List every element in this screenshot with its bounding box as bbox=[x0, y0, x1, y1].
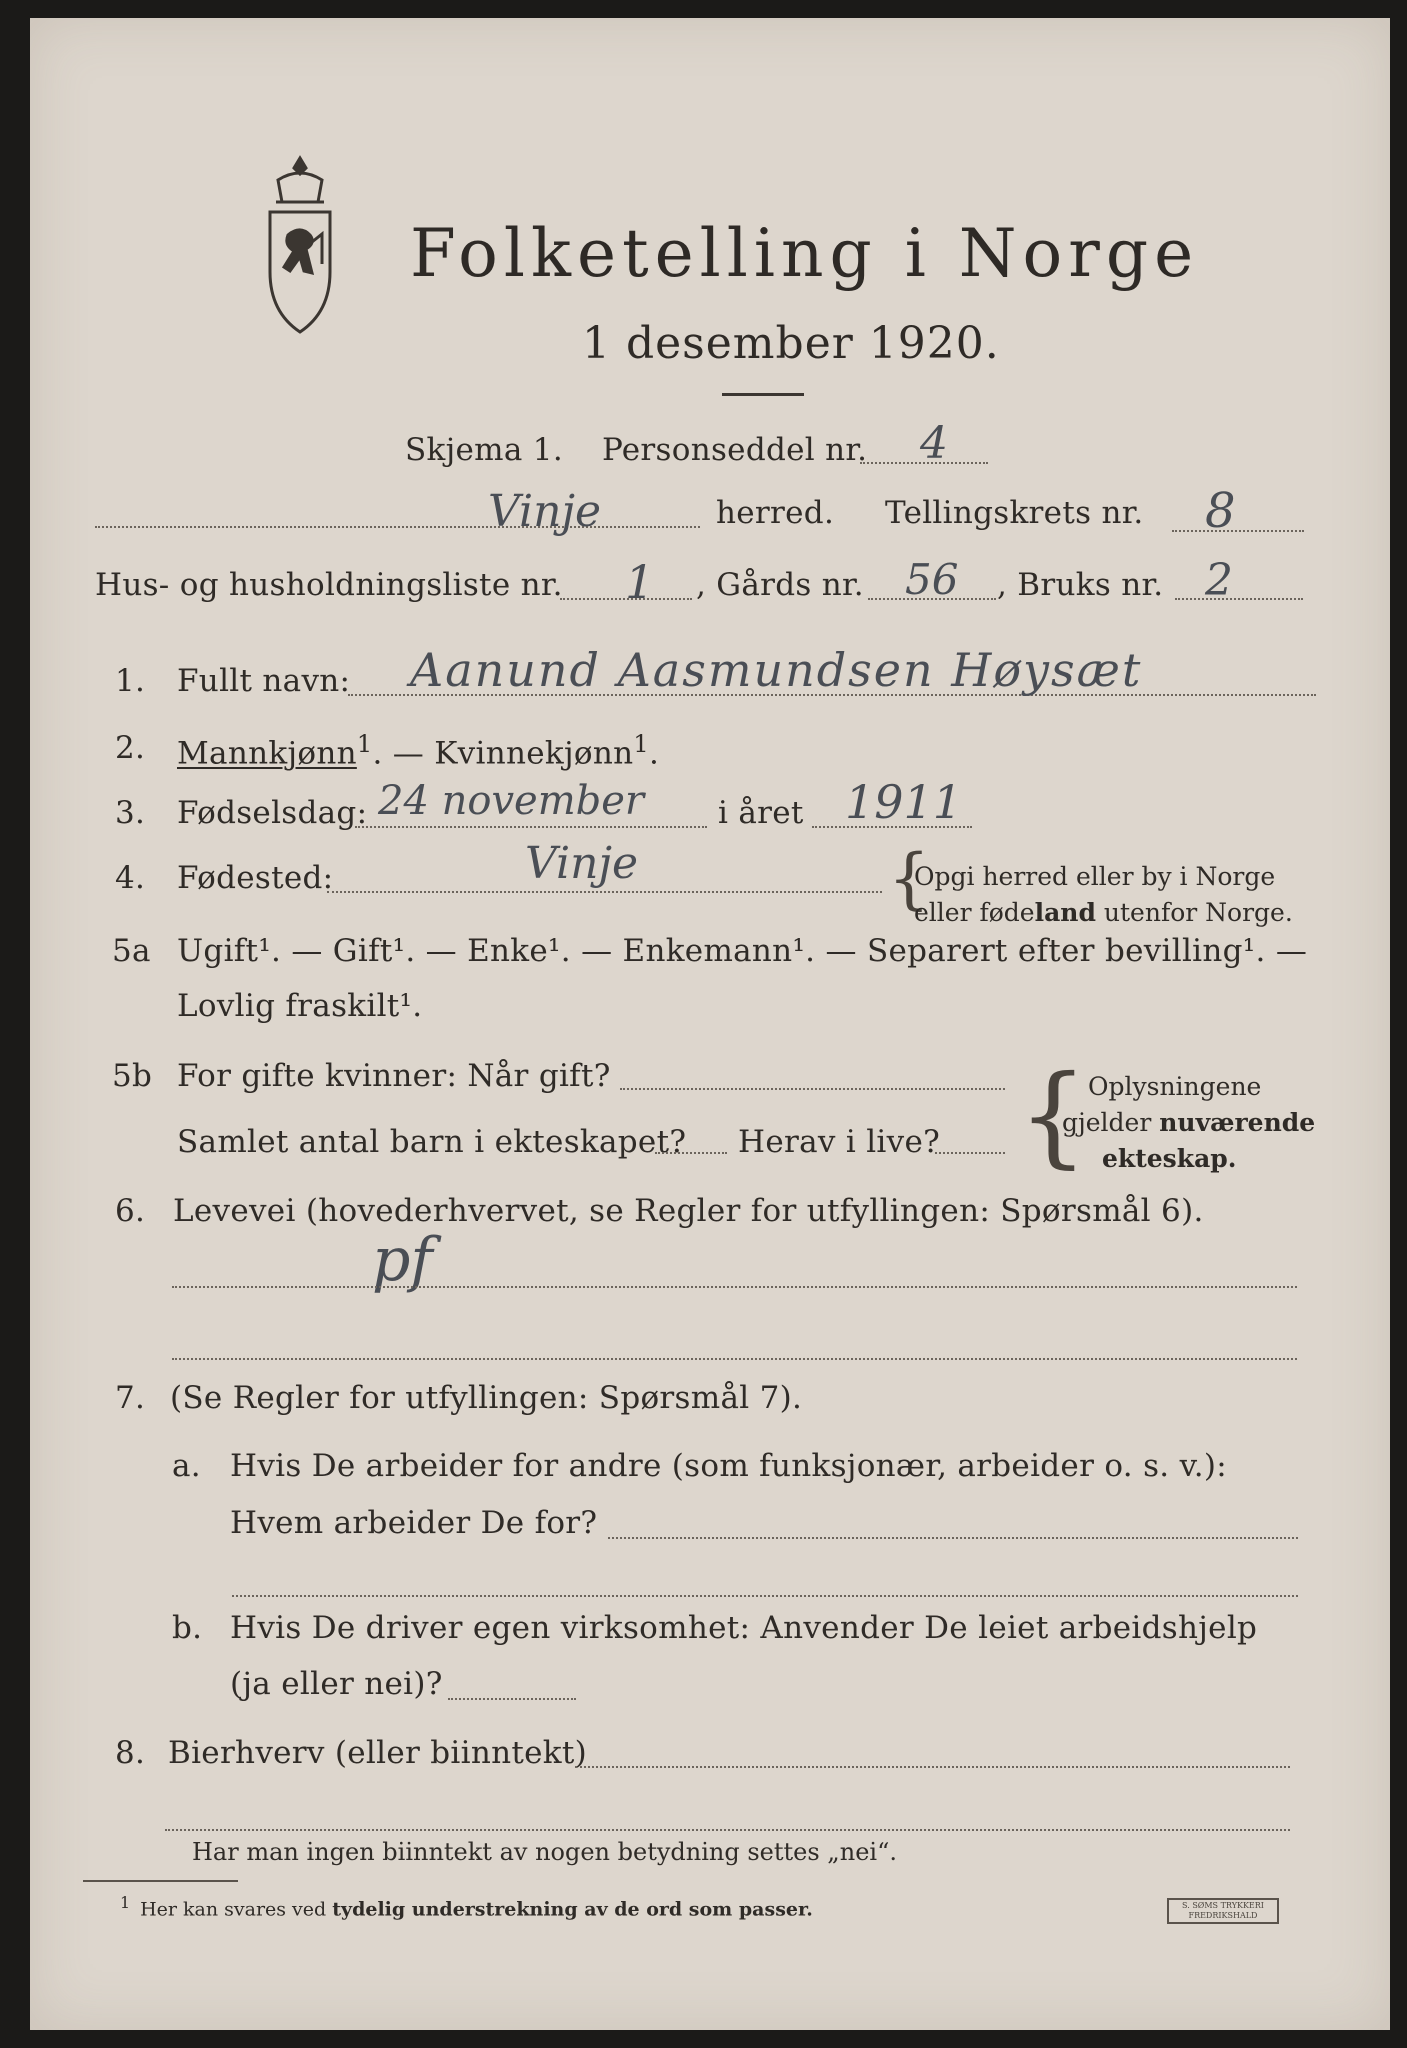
side-income-note: Har man ingen biinntekt av nogen betydning settes „nei“. bbox=[192, 1838, 897, 1866]
title-divider bbox=[722, 393, 804, 396]
children-count-line bbox=[655, 1152, 727, 1154]
census-date: 1 desember 1920. bbox=[582, 318, 1000, 369]
occupation-line-1 bbox=[172, 1286, 1297, 1288]
male-option[interactable]: Mannkjønn bbox=[177, 735, 357, 772]
form-title: Folketelling i Norge bbox=[410, 215, 1200, 292]
marital-status-divorced[interactable]: Lovlig fraskilt¹. bbox=[177, 988, 423, 1024]
female-option[interactable]: Kvinnekjønn bbox=[434, 735, 634, 772]
footnote-mark: 1 bbox=[120, 1893, 131, 1912]
employer-label: Hvem arbeider De for? bbox=[230, 1505, 598, 1541]
birthplace-note-line1: Opgi herred eller by i Norge bbox=[914, 862, 1276, 891]
side-income-label: Bierhverv (eller biinntekt) bbox=[168, 1735, 588, 1771]
q8-number: 8. bbox=[115, 1735, 146, 1771]
hired-help-line bbox=[448, 1698, 576, 1700]
tellingskrets-value[interactable]: 8 bbox=[1205, 483, 1236, 539]
schema-prefix: Skjema 1. bbox=[405, 432, 563, 468]
full-name-label: Fullt navn: bbox=[177, 663, 351, 699]
birthplace-note-brace: { bbox=[888, 840, 930, 917]
herred-label: herred. bbox=[716, 495, 835, 531]
bruks-value[interactable]: 2 bbox=[1205, 555, 1233, 606]
q2-number: 2. bbox=[115, 730, 146, 766]
gards-label: , Gårds nr. bbox=[696, 567, 864, 603]
birthplace-note-line2: eller fødeland utenfor Norge. bbox=[914, 898, 1293, 927]
bruks-line bbox=[1175, 598, 1303, 600]
q4-number: 4. bbox=[115, 860, 146, 896]
married-when-line bbox=[620, 1088, 1005, 1090]
side-income-line-2 bbox=[165, 1829, 1290, 1831]
birthplace-value[interactable]: Vinje bbox=[525, 838, 639, 889]
q5a-number: 5a bbox=[112, 933, 151, 969]
norwegian-coat-of-arms-icon bbox=[240, 150, 360, 350]
employer-line-2 bbox=[232, 1595, 1298, 1597]
hired-help-question: Hvis De driver egen virksomhet: Anvender De leiet arbeidshjelp bbox=[230, 1610, 1258, 1646]
q7-number: 7. bbox=[115, 1380, 146, 1416]
employment-rules-label: (Se Regler for utfyllingen: Spørsmål 7). bbox=[170, 1380, 803, 1416]
birthplace-label: Fødested: bbox=[177, 860, 334, 896]
personseddel-label: Personseddel nr. bbox=[602, 432, 868, 468]
children-alive-label: Herav i live? bbox=[738, 1124, 941, 1160]
footnote: $^1$ Her kan svares ved tydelig understrekning av de ord som passer. bbox=[120, 1893, 813, 1921]
husholdningsliste-label: Hus- og husholdningsliste nr. bbox=[95, 567, 563, 603]
birth-year-label: i året bbox=[718, 795, 804, 831]
employer-question: Hvis De arbeider for andre (som funksjonær, arbeider o. s. v.): bbox=[230, 1448, 1228, 1484]
q3-number: 3. bbox=[115, 795, 146, 831]
birthday-line bbox=[355, 826, 707, 828]
q7b-letter: b. bbox=[172, 1610, 203, 1646]
children-count-label: Samlet antal barn i ekteskapet? bbox=[177, 1124, 687, 1160]
gards-value[interactable]: 56 bbox=[905, 555, 959, 604]
tellingskrets-label: Tellingskrets nr. bbox=[885, 495, 1144, 531]
children-alive-line bbox=[935, 1152, 1005, 1154]
birth-year-value[interactable]: 1911 bbox=[845, 775, 963, 829]
marriage-note-line2: gjelder nuværende bbox=[1062, 1108, 1316, 1137]
herred-line bbox=[95, 526, 700, 528]
q5b-number: 5b bbox=[112, 1058, 153, 1094]
birthday-label: Fødselsdag: bbox=[177, 795, 368, 831]
bruks-label: , Bruks nr. bbox=[997, 567, 1164, 603]
birthday-value[interactable]: 24 november bbox=[378, 778, 645, 824]
marital-status-options[interactable]: Ugift¹. — Gift¹. — Enke¹. — Enkemann¹. — Separert efter bevilling¹. — bbox=[177, 933, 1308, 969]
occupation-line-2 bbox=[172, 1358, 1297, 1360]
occupation-label: Levevei (hovederhvervet, se Regler for utfyllingen: Spørsmål 6). bbox=[173, 1193, 1204, 1229]
marriage-note-line1: Oplysningene bbox=[1088, 1072, 1262, 1101]
hired-help-label: (ja eller nei)? bbox=[230, 1666, 443, 1702]
full-name-value[interactable]: Aanund Aasmundsen Høysæt bbox=[410, 643, 1143, 697]
birthplace-line bbox=[327, 891, 882, 893]
marriage-note-brace: { bbox=[1018, 1051, 1088, 1179]
sex-options: Mannkjønn$^1$. — Kvinnekjønn$^1$. bbox=[177, 730, 660, 772]
q1-number: 1. bbox=[115, 663, 146, 699]
personseddel-value[interactable]: 4 bbox=[920, 418, 948, 469]
married-when-label: For gifte kvinner: Når gift? bbox=[177, 1058, 611, 1094]
q6-number: 6. bbox=[115, 1193, 146, 1229]
marriage-note-line3: ekteskap. bbox=[1102, 1144, 1237, 1173]
occupation-value[interactable]: pf bbox=[372, 1225, 433, 1295]
printer-stamp: S. SØMS TRYKKERI FREDRIKSHALD bbox=[1167, 1898, 1279, 1924]
q7a-letter: a. bbox=[172, 1448, 201, 1484]
side-income-line-1 bbox=[575, 1766, 1290, 1768]
herred-value[interactable]: Vinje bbox=[488, 486, 602, 537]
husholdningsliste-value[interactable]: 1 bbox=[625, 555, 655, 609]
employer-line-1 bbox=[608, 1537, 1298, 1539]
tellingskrets-line bbox=[1172, 530, 1304, 532]
footnote-divider bbox=[83, 1880, 238, 1882]
